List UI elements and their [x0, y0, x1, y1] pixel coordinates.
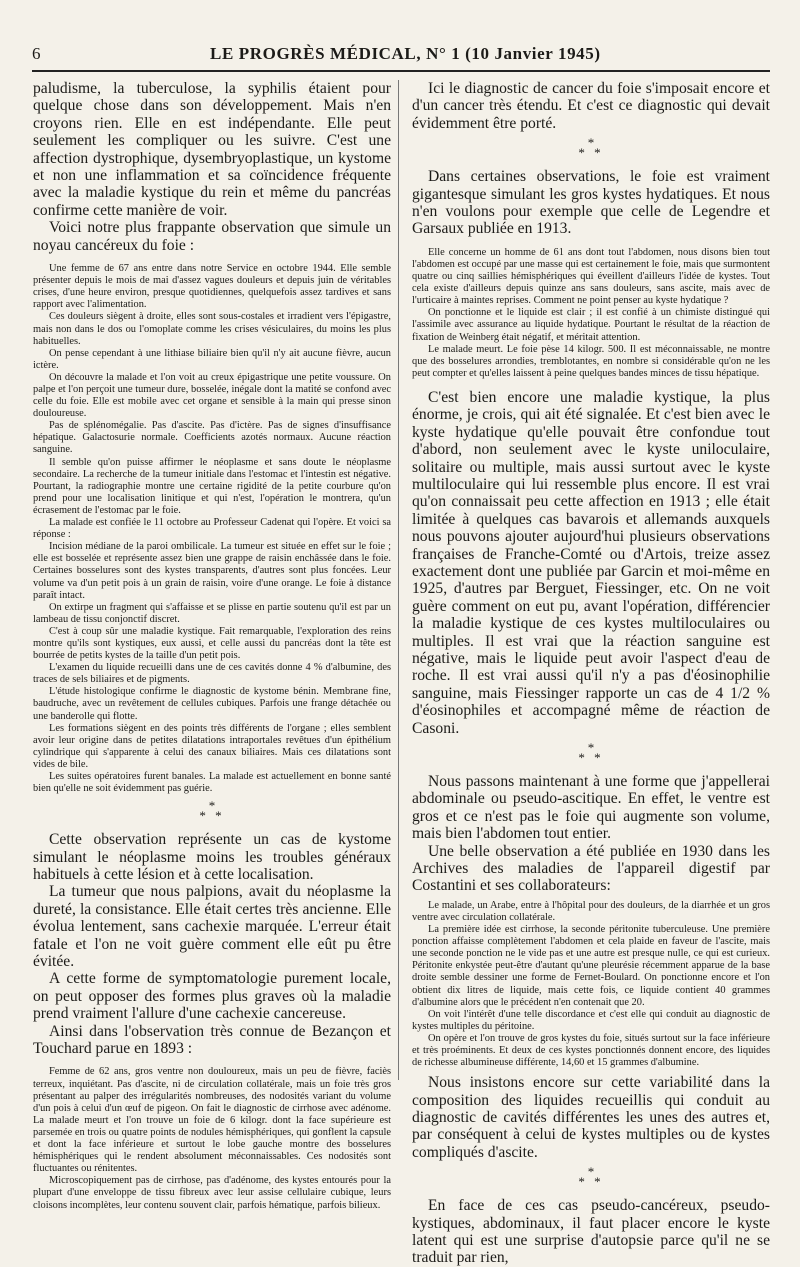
case-text: On opère et l'on trouve de gros kystes du foie, situés surtout sur la face inférieure et très proéminents. Et deux de ces kystes ponctionnés donnent encore, des liquides de richesse albumineuse différente, 14,60 et 15 grammes d'albumine. — [412, 1032, 770, 1069]
paragraph: Ainsi dans l'observation très connue de Bezançon et Touchard parue en 1893 : — [33, 1022, 391, 1058]
paragraph: Voici notre plus frappante observation que simule un noyau cancéreux du foie : — [33, 219, 391, 254]
section-separator: * * * — [578, 1164, 604, 1190]
page-number: 6 — [32, 44, 41, 63]
case-text: On extirpe un fragment qui s'affaisse et se plisse en partie soutenu qu'il est par un lambeau de tissu conjonctif discret. — [33, 601, 391, 625]
right-column — [412, 80, 770, 1267]
paragraph: La tumeur que nous palpions, avait du néoplasme la dureté, la consistance. Elle était certes très ancienne. Elle évolua lentement, sans cachexie marquée. L'erreur était fatale et l'on ne voit guère comment elle eût pu être évitée. — [33, 883, 391, 971]
case-text: Le malade, un Arabe, entre à l'hôpital pour des douleurs, de la diarrhée et un gros ventre avec circulation collatérale. — [412, 899, 770, 923]
section-separator: * * * — [578, 740, 604, 765]
case-text: Femme de 62 ans, gros ventre non douloureux, mais un peu de fièvre, faciès terreux, inquiétant. Pas d'ascite, ni de circulation collatérale, mais un foie très gros présentant au palper des irrégularités nombreuses, des nodosités variant du volume d'un pois à celui d'un œuf de pigeon. On fait le diagnostic de cirrhose avec adénome. La malade meurt et l'on trouve un foie de 6 kilogr. dont la face supérieure est parsemée en trois ou quatre points de nodules hémisphériques, qui gonflent la capsule et dont la face inférieure et surtout le lobe gauche montre des bosselures hémisphériques qui le rendent absolument méconnaissables. Ces nodosités sont fluctuantes ou rénitentes. — [33, 1066, 391, 1175]
case-text: Incision médiane de la paroi ombilicale. La tumeur est située en effet sur le foie ; elle est bosselée et représente assez bien une grappe de raisin enchâssée dans le foie. Certaines bosselures sont des kystes transparents, d'autres sont plus foncées. Leur volume va d'un petit pois à un grain de raisin, voire d'une orange. Le foie à distance paraît intact. — [33, 541, 391, 601]
column-divider — [398, 80, 399, 1080]
paragraph: En face de ces cas pseudo-cancéreux, pseudo-kystiques, abdominaux, il faut placer encore le kyste latent qui est une surprise d'autopsie parce qu'il ne se traduit par rien, — [412, 1197, 770, 1267]
paragraph: Une belle observation a été publiée en 1930 dans les Archives des maladies de l'appareil digestif par Costantini et ses collaborateurs: — [412, 842, 770, 895]
case-text: On pense cependant à une lithiase biliaire bien qu'il n'y ait aucune fièvre, aucun ictère. — [33, 347, 391, 371]
left-column — [33, 80, 391, 1211]
case-text: Il semble qu'on puisse affirmer le néoplasme et sans doute le néoplasme secondaire. La recherche de la tumeur initiale dans l'estomac et l'intestin est négative. Pourtant, la radiographie montre une certaine rigidité de la petite courbure qu'on prend pour une localisation linitique et qui n'est, l'opération le montrera, qu'un écrasement de l'estomac par le foie. — [33, 456, 391, 516]
paragraph: A cette forme de symptomatologie purement locale, on peut opposer des formes plus graves où la maladie prend vraiment l'allure d'une cachexie cancereuse. — [33, 970, 391, 1023]
section-separator: * * * — [578, 135, 604, 161]
paragraph: Cette observation représente un cas de kystome simulant le néoplasme moins les troubles généraux habituels à cette lésion et à cette localisation. — [33, 831, 391, 883]
case-text: Pas de splénomégalie. Pas d'ascite. Pas d'ictère. Pas de signes d'insuffisance hépatique. Galactosurie normale. Coefficients azotés normaux. Aucune réaction sanguine. — [33, 420, 391, 456]
case-text: L'examen du liquide recueilli dans une de ces cavités donne 4 % d'albumine, des traces de sels biliaires et de pigments. — [33, 662, 391, 686]
case-text: On ponctionne et le liquide est clair ; il est confié à un chimiste distingué qui l'assimile avec assurance au liquide hydatique. Pourtant le résultat de la réaction de fixation de Weinberg était négatif, et méritait attention. — [412, 307, 770, 343]
paragraph: Ici le diagnostic de cancer du foie s'imposait encore et d'un cancer très étendu. Et c'est ce diagnostic qui devait évidemment être porté. — [412, 80, 770, 132]
case-text: C'est à coup sûr une maladie kystique. Fait remarquable, l'exploration des reins montre qu'ils sont kystiques, eux aussi, et celle aussi du pancréas dont la tête est bourrée de petits kystes de la taille d'un petit pois. — [33, 625, 391, 662]
case-text: On découvre la malade et l'on voit au creux épigastrique une petite voussure. On palpe et l'on perçoit une tumeur dure, bosselée, inégale dont la matité se confond avec celle du foie. Elle est mobile avec cet organe et sensible à la main qui presse sinon douloureuse. — [33, 371, 391, 420]
header-rule — [32, 70, 770, 72]
case-text: Les suites opératoires furent banales. La malade est actuellement en bonne santé bien qu'elle ne soit évidemment pas guérie. — [33, 771, 391, 795]
section-separator: * * * — [199, 798, 225, 824]
case-text: Le malade meurt. Le foie pèse 14 kilogr. 500. Il est méconnaissable, ne montre que des bosselures arrondies, tremblotantes, en nombre si considérable qu'on ne les peut compter et qu'elles laissent à peine quelques bandes minces de tissu hépatique. — [412, 343, 770, 379]
paragraph: C'est bien encore une maladie kystique, la plus énorme, je crois, qui ait été signalée. Et c'est bien avec le kyste hydatique qu'elle pouvait être confondue tout d'abord, non seulement avec le kyste uniloculaire, solitaire ou multiple, mais aussi surtout avec le kyste multiloculaire qui lui ressemble plus encore. Il est vrai qu'on connaissait peu cette affection en 1913 ; elle était limitée à quelques cas bavarois et allemands auxquels nous pouvons ajouter aujourd'hui plusieurs observations françaises de Franche-Comté ou d'Artois, treize assez exactement dont une publiée par Garcin et moi-même en 1925, d'autres par Berguet, Fiessinger, etc. On ne voit guère comment on eut pu, avant l'opération, différencier la maladie kystique de ces kystes multiloculaires ou multiples. Il est vrai que la réaction sanguine est négative, mais le liquide peut avoir l'aspect d'eau de roche. Il est vrai aussi qu'il n'y a pas d'éosinophilie sanguine, mais Fiessinger rapporte un cas de 4 1/2 % d'éosinophiles et accompagné même de réaction de Casoni. — [412, 388, 770, 737]
journal-title: LE PROGRÈS MÉDICAL, N° 1 (10 Janvier 1945) — [210, 44, 601, 63]
paragraph: Nous passons maintenant à une forme que j'appellerai abdominale ou pseudo-ascitique. En effet, le ventre est gros et ce n'est pas le foie qui augmente son volume, mais bien l'abdomen tout entier. — [412, 773, 770, 843]
case-text: Ces douleurs siègent à droite, elles sont sous-costales et irradient vers l'épigastre, mais non dans le dos ou l'omoplate comme les crises vésiculaires, du moins les plus habituelles. — [33, 311, 391, 347]
case-text: L'étude histologique confirme le diagnostic de kystome bénin. Membrane fine, baudruche, avec un revêtement de cellules cubiques. Parfois une frange détachée ou une banderolle qui flotte. — [33, 686, 391, 722]
case-text: Microscopiquement pas de cirrhose, pas d'adénome, des kystes entourés pour la plupart d'une enveloppe de tissu fibreux avec leur assise cellulaire cubique, leurs cloisons incomplètes, leur contenu souvent clair, parfois hématique, parfois bilieux. — [33, 1175, 391, 1211]
paragraph: paludisme, la tuberculose, la syphilis étaient pour quelque chose dans son développement. Mais n'en croyons rien. Elle en est indépendante. Elle peut seulement les compliquer ou les suivre. C'est une affection dystrophique, dysembryoplastique, un kystome et non une inflammation et sa coïncidence fréquente avec la maladie kystique du rein et même du pancréas confirme cette manière de voir. — [33, 80, 391, 219]
case-text: Elle concerne un homme de 61 ans dont tout l'abdomen, nous disons bien tout l'abdomen est occupé par une masse qui est certainement le foie, mais que surmontent quatre ou cinq saillies hémisphériques qui éveillent d'ailleurs l'idée de kystes. Tout cela existe d'ailleurs depuis quinze ans sans douleurs, sans ascite, mais avec de l'urticaire à maintes reprises. Comment ne point penser au kyste hydatique ? — [412, 246, 770, 307]
case-text: Une femme de 67 ans entre dans notre Service en octobre 1944. Elle semble présenter depuis le mois de mai d'assez vagues douleurs et depuis juin de véritables crises, d'une heure environ, presque quotidiennes, quelquefois assez tardives et sans rapport avec l'alimentation. — [33, 263, 391, 311]
case-text: La première idée est cirrhose, la seconde péritonite tuberculeuse. Une première ponction affaisse complètement l'abdomen et cela plaide en faveur de l'ascite, mais une seconde ponction ne le vide pas et une autre est presque nulle, ce qui est curieux. Péritonite enkystée peut-être d'autant qu'une pleurésie récemment apparue de la base droite semble dessiner une forme de Fernet-Boulard. On ponctionne encore et l'on obtient dix litres de liquide, mais cette fois, ce liquide contient 40 grammes d'albumine alors que le précédent n'en contenait que 20. — [412, 924, 770, 1008]
case-text: Les formations siègent en des points très différents de l'organe ; elles semblent avoir leur origine dans de petites dilatations intraportales revêtues d'un épithélium cylindrique qui s'apparente à celui des canaux biliaires. Mais ces dilatations sont vides de bile. — [33, 722, 391, 770]
page-header — [32, 44, 770, 66]
paragraph: Dans certaines observations, le foie est vraiment gigantesque simulant les gros kystes hydatiques. Et nous n'en voulons pour exemple que celle de Legendre et Garsaux publiée en 1913. — [412, 168, 770, 238]
case-text: La malade est confiée le 11 octobre au Professeur Cadenat qui l'opère. Et voici sa réponse : — [33, 517, 391, 541]
paragraph: Nous insistons encore sur cette variabilité dans la composition des liquides recueillis qui conduit au diagnostic de cavités différentes les unes des autres et, par conséquent à celui de kystes multiples ou de kystes compliqués d'ascite. — [412, 1074, 770, 1161]
case-text: On voit l'intérêt d'une telle discordance et c'est elle qui conduit au diagnostic de kystes multiples du péritoine. — [412, 1008, 770, 1032]
